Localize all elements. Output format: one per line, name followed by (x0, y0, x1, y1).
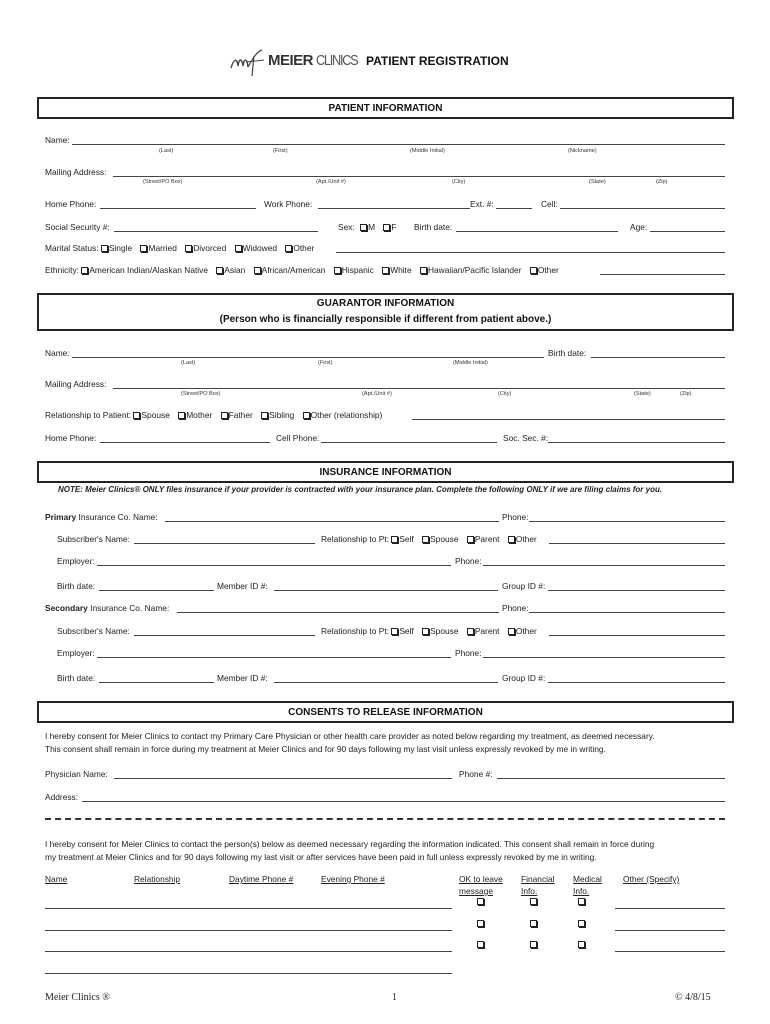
row2-other-field[interactable] (615, 930, 725, 931)
ethnicity-hispanic-checkbox[interactable] (334, 267, 341, 274)
birth-date-field[interactable] (456, 231, 618, 232)
guarantor-name-field[interactable] (72, 357, 544, 358)
guarantor-ssn-field[interactable] (548, 442, 725, 443)
primary-rel-other-field[interactable] (549, 543, 725, 544)
guarantor-relationship-group: Relationship to Patient: Spouse Mother Father Sibling Other (relationship) (45, 410, 383, 420)
rel-mother-checkbox[interactable] (178, 412, 185, 419)
secondary-insurance-label: Secondary Insurance Co. Name: (45, 603, 170, 613)
sex-f-checkbox[interactable] (383, 224, 390, 231)
cell-field[interactable] (560, 208, 725, 209)
footer-date: © 4/8/15 (675, 992, 711, 1003)
page-number: 1 (392, 992, 397, 1003)
primary-self-checkbox[interactable] (391, 536, 398, 543)
ssn-field[interactable] (114, 231, 318, 232)
primary-birth-field[interactable] (99, 590, 214, 591)
age-field[interactable] (650, 231, 725, 232)
logo-text-clinics: CLINICS (316, 52, 358, 69)
row1-medical-checkbox[interactable] (578, 898, 585, 905)
primary-spouse-checkbox[interactable] (422, 536, 429, 543)
secondary-subscriber-field[interactable] (134, 635, 315, 636)
row3-other-field[interactable] (615, 951, 725, 952)
marital-other-field[interactable] (336, 252, 725, 253)
contact-row-1-line[interactable] (45, 908, 452, 909)
home-phone-field[interactable] (100, 208, 256, 209)
row1-other-field[interactable] (615, 908, 725, 909)
primary-other-checkbox[interactable] (508, 536, 515, 543)
marital-single-checkbox[interactable] (101, 245, 108, 252)
mailing-label: Mailing Address: (45, 167, 107, 177)
row3-ok-checkbox[interactable] (477, 941, 484, 948)
insurance-note: NOTE: Meier Clinics® ONLY files insurance if your provider is contracted with your insurance plan. Complete the following ONLY if we are filing claims for you. (58, 485, 663, 494)
marital-divorced-checkbox[interactable] (185, 245, 192, 252)
ext-field[interactable] (496, 208, 532, 209)
row2-ok-checkbox[interactable] (477, 920, 484, 927)
primary-insurance-name-field[interactable] (165, 521, 499, 522)
ethnicity-white-checkbox[interactable] (382, 267, 389, 274)
row1-financial-checkbox[interactable] (530, 898, 537, 905)
work-phone-field[interactable] (318, 208, 470, 209)
footer-left: Meier Clinics ® (45, 992, 110, 1003)
secondary-relationship-group: Relationship to Pt: Self Spouse Parent Other (321, 626, 537, 636)
guarantor-mailing-field[interactable] (113, 388, 725, 389)
consents-header: CONSENTS TO RELEASE INFORMATION (37, 701, 734, 723)
secondary-spouse-checkbox[interactable] (422, 628, 429, 635)
rel-other-checkbox[interactable] (303, 412, 310, 419)
row2-medical-checkbox[interactable] (578, 920, 585, 927)
contact-row-4-line[interactable] (45, 973, 452, 974)
primary-employer-phone-field[interactable] (483, 565, 725, 566)
secondary-member-id-field[interactable] (274, 682, 498, 683)
primary-phone-field[interactable] (529, 521, 725, 522)
mailing-field[interactable] (113, 176, 725, 177)
rel-sibling-checkbox[interactable] (261, 412, 268, 419)
physician-address-field[interactable] (82, 801, 725, 802)
guarantor-home-phone-field[interactable] (100, 442, 270, 443)
row3-financial-checkbox[interactable] (530, 941, 537, 948)
contact-row-2-line[interactable] (45, 930, 452, 931)
primary-group-id-field[interactable] (548, 590, 725, 591)
secondary-employer-phone-field[interactable] (483, 657, 725, 658)
ethnicity-other-field[interactable] (600, 274, 725, 275)
ethnicity-african-american-checkbox[interactable] (254, 267, 261, 274)
logo (228, 46, 368, 80)
marital-widowed-checkbox[interactable] (235, 245, 242, 252)
primary-employer-field[interactable] (97, 565, 451, 566)
guarantor-birth-field[interactable] (591, 357, 725, 358)
name-field[interactable] (72, 144, 725, 145)
row2-financial-checkbox[interactable] (530, 920, 537, 927)
ethnicity-other-checkbox[interactable] (530, 267, 537, 274)
patient-info-header: PATIENT INFORMATION (37, 97, 734, 119)
secondary-birth-field[interactable] (99, 682, 214, 683)
physician-name-field[interactable] (114, 778, 452, 779)
secondary-other-checkbox[interactable] (508, 628, 515, 635)
ethnicity-group: Ethnicity: American Indian/Alaskan Native Asian African/American Hispanic White Hawaiian/Pacific Islander Other (45, 265, 559, 275)
marital-married-checkbox[interactable] (140, 245, 147, 252)
secondary-parent-checkbox[interactable] (467, 628, 474, 635)
primary-subscriber-field[interactable] (134, 543, 315, 544)
ethnicity-hawaiian-checkbox[interactable] (420, 267, 427, 274)
secondary-employer-field[interactable] (97, 657, 451, 658)
sex-group: Sex: M F (338, 222, 397, 232)
row1-ok-checkbox[interactable] (477, 898, 484, 905)
name-label: Name: (45, 135, 70, 145)
primary-relationship-group: Relationship to Pt: Self Spouse Parent Other (321, 534, 537, 544)
secondary-self-checkbox[interactable] (391, 628, 398, 635)
marital-other-checkbox[interactable] (285, 245, 292, 252)
ethnicity-american-indian-checkbox[interactable] (81, 267, 88, 274)
secondary-rel-other-field[interactable] (549, 635, 725, 636)
primary-parent-checkbox[interactable] (467, 536, 474, 543)
contact-row-3-line[interactable] (45, 951, 452, 952)
cut-line-divider (45, 818, 725, 820)
guarantor-rel-other-field[interactable] (412, 419, 725, 420)
marital-status-group: Marital Status: Single Married Divorced Widowed Other (45, 243, 315, 253)
primary-insurance-label: Primary Insurance Co. Name: (45, 512, 158, 522)
logo-mark-icon (228, 46, 268, 80)
page-title: PATIENT REGISTRATION (366, 54, 509, 68)
sex-m-checkbox[interactable] (360, 224, 367, 231)
physician-phone-field[interactable] (497, 778, 725, 779)
rel-spouse-checkbox[interactable] (133, 412, 140, 419)
secondary-insurance-name-field[interactable] (177, 612, 499, 613)
rel-father-checkbox[interactable] (221, 412, 228, 419)
logo-text: MEIER (268, 52, 314, 69)
guarantor-cell-field[interactable] (321, 442, 497, 443)
primary-member-id-field[interactable] (274, 590, 498, 591)
row3-medical-checkbox[interactable] (578, 941, 585, 948)
ethnicity-asian-checkbox[interactable] (216, 267, 223, 274)
secondary-phone-field[interactable] (529, 612, 725, 613)
secondary-group-id-field[interactable] (548, 682, 725, 683)
insurance-info-header: INSURANCE INFORMATION (37, 461, 734, 483)
guarantor-info-header: GUARANTOR INFORMATION (Person who is financially responsible if different from patient above.) (37, 293, 734, 331)
